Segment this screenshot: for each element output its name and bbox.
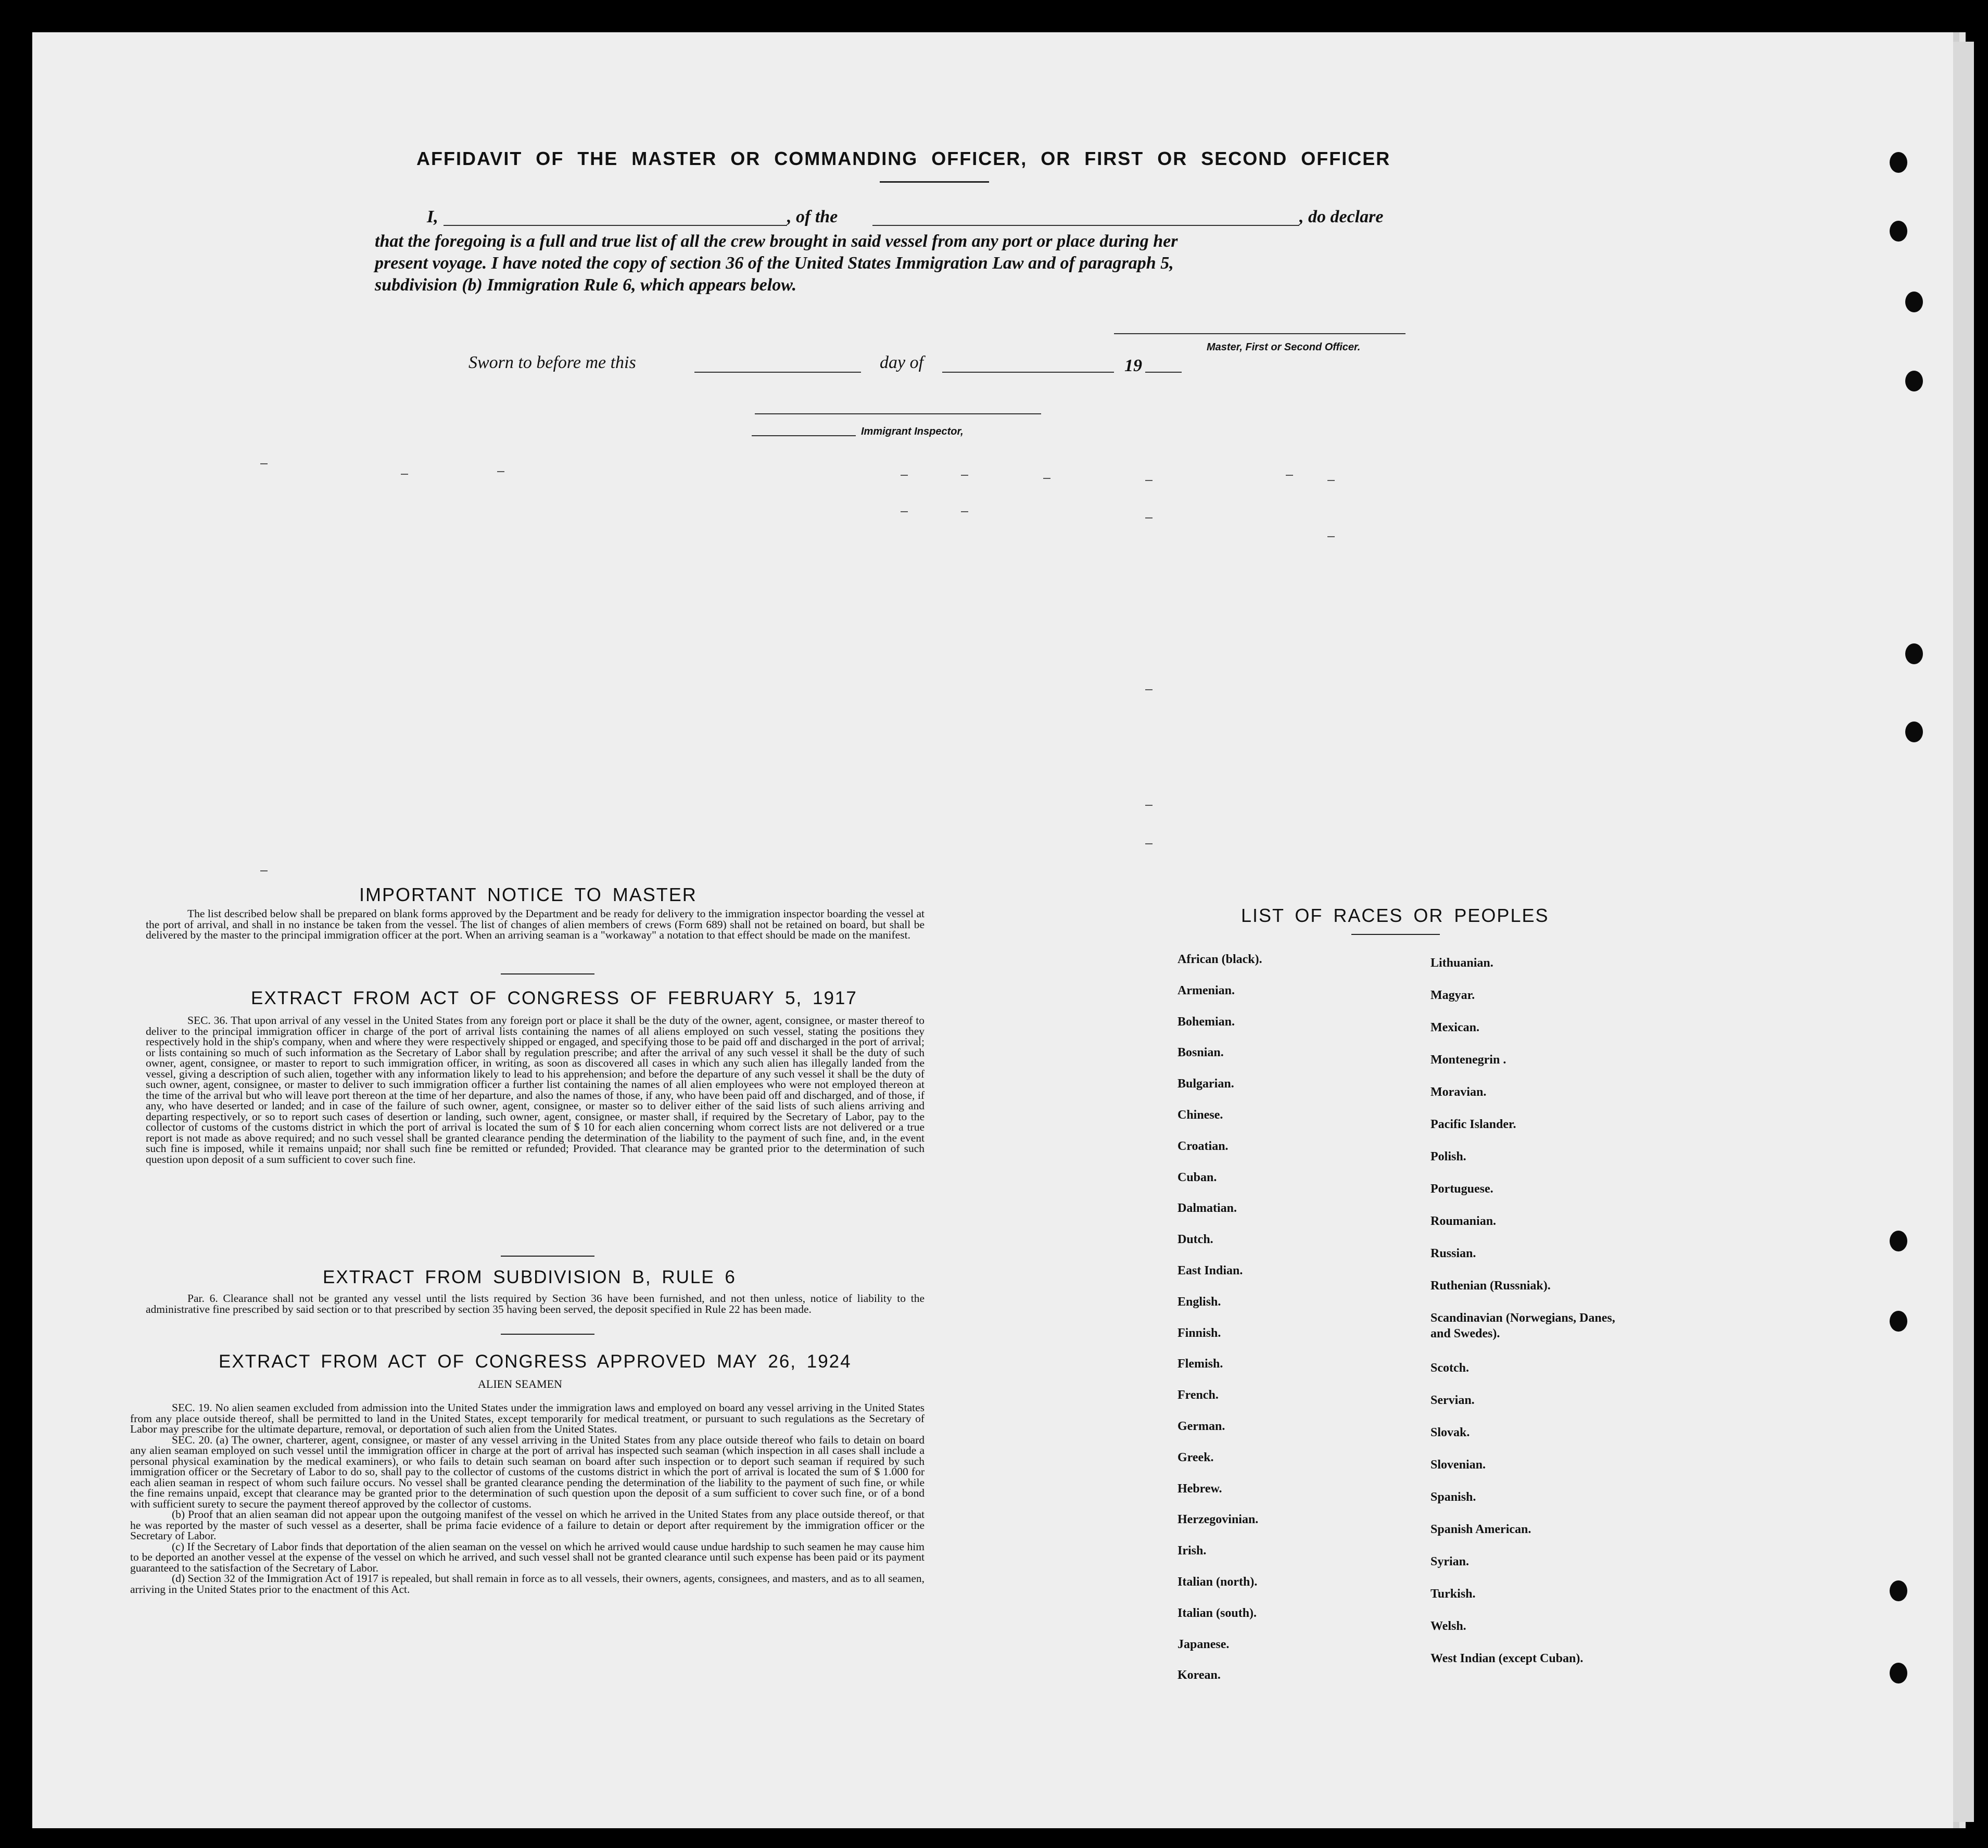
faint-mark (1145, 689, 1153, 690)
faint-mark (1145, 480, 1153, 481)
race-item: Slovenian. (1430, 1458, 1486, 1472)
extract-1924-sec20c: (c) If the Secretary of Labor finds that deportation of the alien seaman on the vessel on which he arrived would cause undue hardship to such seamen he may cause him to be deported an another vessel at the expense of the vessel on which he arrived, and such vessel shall not be granted clearance until such expense has been paid or its payment guaranteed to the satisfaction of the Secretary of Labor. (130, 1540, 925, 1574)
inspector-label: Immigrant Inspector, (861, 426, 964, 437)
extract-1917-title: EXTRACT FROM ACT OF CONGRESS OF FEBRUARY 5, 1917 (251, 988, 857, 1008)
faint-mark (1145, 805, 1153, 806)
faint-mark (1145, 843, 1153, 844)
race-item: Armenian. (1177, 983, 1235, 997)
race-item: Hebrew. (1177, 1482, 1222, 1496)
race-item: Japanese. (1177, 1637, 1230, 1651)
race-item: Russian. (1430, 1247, 1476, 1260)
race-item: Spanish. (1430, 1490, 1476, 1504)
race-item: Polish. (1430, 1150, 1466, 1163)
race-item: German. (1177, 1419, 1225, 1433)
faint-mark (901, 475, 908, 476)
notice-text: The list described below shall be prepared on blank forms approved by the Department and be ready for delivery to the immigration inspector boarding the vessel at the port of arrival, and shall in no instance be taken from the vessel. The list of changes of alien members of crews (Form 689) shall not be retained on board, but shall be delivered by the master to the principal immigration officer at the port. When an arriving seaman is a "workaway" a notation to that effect should be made on the manifest. (146, 907, 925, 941)
race-item: Portuguese. (1430, 1182, 1493, 1196)
extract-1924-subtitle: ALIEN SEAMEN (478, 1377, 562, 1390)
race-item: English. (1177, 1295, 1221, 1309)
race-item: Moravian. (1430, 1085, 1487, 1099)
race-item: Flemish. (1177, 1357, 1223, 1371)
race-item: Italian (north). (1177, 1575, 1258, 1589)
race-item: Irish. (1177, 1544, 1207, 1558)
subdivision-b-title: EXTRACT FROM SUBDIVISION B, RULE 6 (323, 1267, 736, 1287)
race-item: Chinese. (1177, 1108, 1223, 1122)
race-item: Syrian. (1430, 1555, 1470, 1568)
sworn-month-blank[interactable] (942, 372, 1114, 373)
affidavit-i: I, (427, 207, 438, 226)
races-column-1 (1177, 953, 1396, 1700)
sworn-day-blank[interactable] (694, 372, 861, 373)
extract-1917-text: SEC. 36. That upon arrival of any vessel in the United States from any foreign port or place it shall be the duty of the owner, agent, consignee, or master thereof to deliver to the principal immigration officer in charge of the port of arrival lists containing the names of all aliens employed on such vessel, stating the positions they respectively hold in the ship's company, when and where they were respectively shipped or engaged, and specifying those to be paid off and discharged in the port of arrival; or lists containing so much of such information as the Secretary of Labor shall by regulation prescribe; and after the arrival of any such vessel it shall be the duty of such owner, agent, consignee, or master to report to such immigration officer, in writing, as soon as discovered all cases in which any such alien has illegally landed from the vessel, giving a description of such alien, together with any information likely to lead to his apprehension; and before the departure of any such vessel it shall be the duty of such owner, agent, consignee, or master to deliver to such immigration officer a further list containing the names of all alien employees who were not employed thereon at the time of the arrival but who will leave port thereon at the time of her departure, and also the names of those, if any, who have been paid off and discharged, and of those, if any, who have deserted or landed; and in case of the failure of such owner, agent, consignee, or master so to deliver either of the said lists of such aliens arriving and departing respectively, or so to report such cases of desertion or landing, such owner, agent, consignee, or master shall, if required by the Secretary of Labor, pay to the collector of customs of the customs district in which the port of arrival is located the sum of $ 10 for each alien concerning whom correct lists are not delivered or a true report is not made as above required; and no such vessel shall be granted clearance pending the determination of the liability to the payment of such fine, and, in the event such fine is imposed, while it remains unpaid; nor shall such fine be remitted or refunded; Provided. That clearance may be granted prior to the determination of such question upon deposit of a sum sufficient to cover such fine. (146, 1014, 925, 1166)
faint-mark (1286, 475, 1293, 476)
race-item: Italian (south). (1177, 1606, 1257, 1620)
races-title: LIST OF RACES OR PEOPLES (1241, 905, 1549, 926)
race-item: Ruthenian (Russniak). (1430, 1279, 1551, 1293)
extract-1924-sec19: SEC. 19. No alien seamen excluded from admission into the United States under the immigration laws and employed on board any vessel arriving in the United States from any place outside thereof, shall be permitted to land in the United States, except temporarily for medical treatment, or pursuant to such regulations as the Secretary of Labor may prescribe for the ultimate departure, removal, or deportation of such alien from the United States. (130, 1401, 925, 1435)
inspector-signature-line[interactable] (755, 413, 1041, 414)
binder-hole (1890, 1231, 1907, 1251)
binder-hole (1905, 722, 1923, 742)
extract-1924-body (130, 1402, 925, 1594)
race-item: Roumanian. (1430, 1214, 1497, 1228)
affidavit-line2: that the foregoing is a full and true list of all the crew brought in said vessel from any port or place during her (375, 232, 1178, 251)
faint-mark (497, 471, 504, 472)
race-item: Lithuanian. (1430, 956, 1493, 970)
race-item: Turkish. (1430, 1587, 1476, 1601)
name-blank[interactable] (444, 225, 787, 226)
sworn-year: 19 (1124, 356, 1142, 375)
affidavit-declare: , do declare (1299, 207, 1384, 226)
subdivision-b-rule (501, 1334, 594, 1335)
race-item: Pacific Islander. (1430, 1118, 1516, 1131)
race-item: West Indian (except Cuban). (1430, 1652, 1584, 1665)
subdivision-b-text: Par. 6. Clearance shall not be granted any vessel until the lists required by Section 36 have been furnished, and not then unless, notice of liability to the administrative fine prescribed by said section or to that prescribed by section 35 having been served, the deposit specified in Rule 22 has been made. (146, 1292, 925, 1315)
sworn-day-of: day of (880, 353, 924, 372)
races-column-2 (1430, 955, 1623, 1683)
extract-1924-title: EXTRACT FROM ACT OF CONGRESS APPROVED MAY 26, 1924 (219, 1351, 852, 1372)
extract-1924-sec20b: (b) Proof that an alien seaman did not appear upon the outgoing manifest of the vessel on which he arrived in the United States from any place outside thereof, or that he was reported by the master of such vessel as a deserter, shall be prima facie evidence of a failure to detain or deport after requirement by the immigration officer or the Secretary of Labor. (130, 1508, 925, 1542)
races-title-rule (1351, 934, 1440, 935)
race-item: Bulgarian. (1177, 1077, 1234, 1091)
affidavit-line3: present voyage. I have noted the copy of section 36 of the United States Immigration Law and of paragraph 5, (375, 254, 1174, 273)
binder-hole (1890, 1663, 1907, 1684)
extract-1924-sec20d: (d) Section 32 of the Immigration Act of 1917 is repealed, but shall remain in force as to all vessels, their owners, agents, consignees, and masters, and as to all seamen, arriving in the United States prior to the enactment of this Act. (130, 1572, 925, 1596)
race-item: Bohemian. (1177, 1015, 1235, 1029)
extract-1924-sec20a: SEC. 20. (a) The owner, charterer, agent, consignee, or master of any vessel arriving in the United States from any place outside thereof who fails to detain on board any alien seaman employed on such vessel until the immigration officer in charge at the port of arrival has inspected such seaman (which inspection in all cases shall include a personal physical examination by the medical examiners), or who fails to detain such seaman on board after such inspection or to deport such seaman if required by such immigration officer or the Secretary of Labor to do so, shall pay to the collector of customs of the customs district in which the port of arrival is located the sum of $ 1.000 for each alien seaman in respect of whom such failure occurs. No vessel shall be granted clearance pending the determination of the liability to the payment of such fine, or while the fine remains unpaid, except that clearance may be granted prior to the determination of such question upon the deposit of a sum sufficient to cover such fine, or of a bond with sufficient surety to secure the payment thereof approved by the collector of customs. (130, 1433, 925, 1510)
extract-1917-rule (501, 1256, 594, 1257)
race-item: Scotch. (1430, 1361, 1469, 1375)
race-item: Scandinavian (Norwegians, Danes, and Swedes). (1430, 1311, 1615, 1340)
binder-hole (1890, 1311, 1907, 1332)
binder-hole (1905, 643, 1923, 664)
race-item: Spanish American. (1430, 1523, 1531, 1536)
vessel-blank[interactable] (872, 225, 1299, 226)
notice-title: IMPORTANT NOTICE TO MASTER (359, 884, 697, 905)
race-item: Bosnian. (1177, 1046, 1224, 1060)
faint-mark (1145, 517, 1153, 518)
race-item: Finnish. (1177, 1326, 1221, 1340)
binder-hole (1905, 292, 1923, 312)
race-item: Servian. (1430, 1394, 1475, 1407)
faint-mark (260, 463, 268, 464)
race-item: Mexican. (1430, 1021, 1479, 1034)
binder-hole (1890, 152, 1907, 173)
race-item: Dutch. (1177, 1233, 1213, 1247)
race-item: Cuban. (1177, 1170, 1217, 1184)
race-item: East Indian. (1177, 1263, 1243, 1277)
race-item: Herzegovinian. (1177, 1513, 1259, 1527)
faint-mark (961, 475, 968, 476)
race-item: Welsh. (1430, 1619, 1466, 1633)
master-signature-label: Master, First or Second Officer. (1207, 341, 1361, 353)
race-item: French. (1177, 1388, 1219, 1402)
sworn-year-blank[interactable] (1145, 372, 1182, 373)
binder-hole (1890, 1580, 1907, 1601)
race-item: Croatian. (1177, 1139, 1229, 1153)
notice-rule (501, 973, 594, 974)
title-underline (880, 181, 989, 183)
affidavit-line4: subdivision (b) Immigration Rule 6, which appears below. (375, 275, 797, 295)
sworn-prefix: Sworn to before me this (468, 353, 636, 372)
faint-mark (401, 474, 408, 475)
race-item: Dalmatian. (1177, 1201, 1237, 1216)
race-item: African (black). (1177, 953, 1262, 966)
race-item: Greek. (1177, 1450, 1214, 1464)
affidavit-of-the: , of the (787, 207, 838, 226)
faint-mark (901, 511, 908, 512)
master-signature-line[interactable] (1114, 333, 1405, 334)
faint-mark (1043, 478, 1050, 479)
affidavit-title: AFFIDAVIT OF THE MASTER OR COMMANDING OFFICER, OR FIRST OR SECOND OFFICER (416, 148, 1391, 169)
race-item: Korean. (1177, 1668, 1221, 1682)
binder-hole (1905, 371, 1923, 391)
race-item: Magyar. (1430, 989, 1475, 1002)
faint-mark (1327, 536, 1335, 537)
binder-hole (1890, 221, 1907, 242)
faint-mark (961, 511, 968, 512)
inspector-dash-line (752, 435, 856, 436)
faint-mark (1327, 480, 1335, 481)
race-item: Montenegrin . (1430, 1053, 1506, 1067)
page-edge (1953, 42, 1974, 1822)
race-item: Slovak. (1430, 1426, 1470, 1439)
faint-mark (260, 870, 268, 871)
